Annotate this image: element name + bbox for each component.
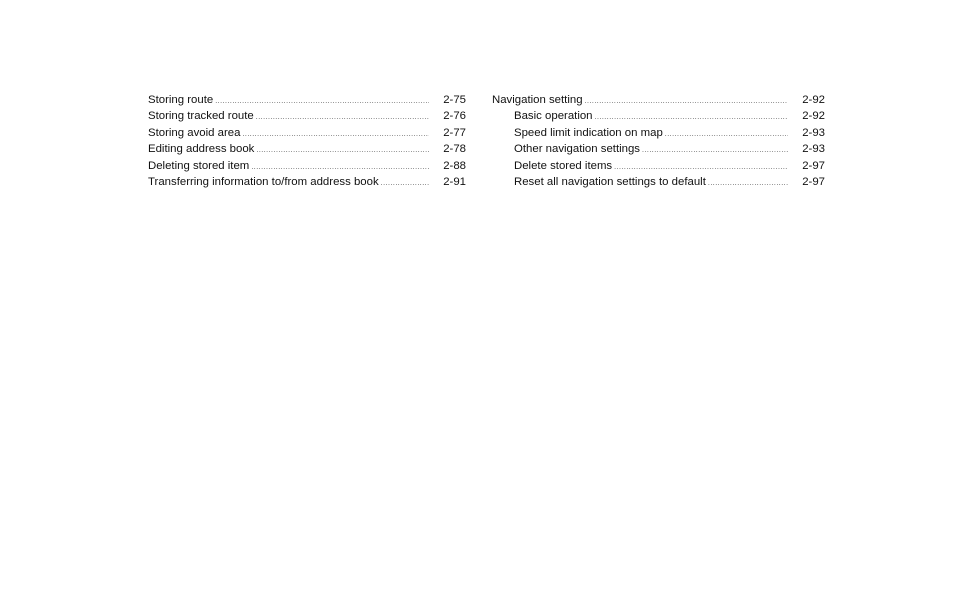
toc-column-right	[492, 92, 825, 190]
toc-entry-page: 2-97	[802, 175, 825, 188]
toc-entry-delete-stored-items[interactable]	[492, 158, 825, 174]
toc-entry-title: Basic operation	[514, 110, 593, 123]
toc-dot-leader	[665, 127, 788, 143]
toc-entry-reset-navigation-settings[interactable]	[492, 174, 825, 190]
toc-entry-page: 2-91	[443, 175, 466, 188]
toc-dot-leader	[585, 94, 788, 110]
toc-entry-page: 2-92	[802, 94, 825, 106]
toc-entry-title: Reset all navigation settings to default	[514, 175, 706, 188]
toc-entry-storing-route[interactable]	[148, 92, 466, 108]
toc-entry-basic-operation[interactable]	[492, 108, 825, 124]
toc-entry-title: Transferring information to/from address book	[148, 175, 379, 188]
toc-dot-leader	[256, 143, 429, 159]
toc-entry-speed-limit-indication[interactable]	[492, 125, 825, 141]
toc-entry-page: 2-78	[443, 143, 466, 156]
toc-dot-leader	[381, 176, 429, 192]
toc-dot-leader	[256, 110, 429, 126]
toc-entry-page: 2-88	[443, 159, 466, 172]
toc-entry-page: 2-76	[443, 110, 466, 123]
toc-entry-page: 2-77	[443, 126, 466, 139]
toc-entry-page: 2-75	[443, 94, 466, 106]
toc-entry-title: Delete stored items	[514, 159, 613, 172]
toc-entry-navigation-setting[interactable]	[492, 92, 825, 108]
toc-entry-title: Deleting stored item	[148, 159, 250, 172]
toc-entry-deleting-stored-item[interactable]	[148, 158, 466, 174]
toc-entry-title: Speed limit indication on map	[514, 126, 663, 139]
toc-entry-title: Other navigation settings	[514, 143, 641, 156]
toc-dot-leader	[242, 127, 429, 143]
toc-entry-storing-tracked-route[interactable]	[148, 108, 466, 124]
toc-entry-transferring-information[interactable]	[148, 174, 466, 190]
toc-entry-page: 2-97	[802, 159, 825, 172]
toc-dot-leader	[642, 143, 788, 159]
toc-entry-editing-address-book[interactable]	[148, 141, 466, 157]
toc-entry-title: Storing avoid area	[148, 126, 241, 139]
toc-entry-page: 2-93	[802, 143, 825, 156]
toc-entry-title: Editing address book	[148, 143, 255, 156]
toc-dot-leader	[708, 176, 788, 192]
toc-entry-storing-avoid-area[interactable]	[148, 125, 466, 141]
toc-entry-title: Storing tracked route	[148, 110, 254, 123]
toc-entry-other-navigation-settings[interactable]	[492, 141, 825, 157]
toc-entry-page: 2-93	[802, 126, 825, 139]
toc-entry-page: 2-92	[802, 110, 825, 123]
toc-entry-title: Storing route	[148, 94, 214, 106]
toc-column-left	[148, 92, 466, 190]
toc-entry-title: Navigation setting	[492, 94, 583, 106]
